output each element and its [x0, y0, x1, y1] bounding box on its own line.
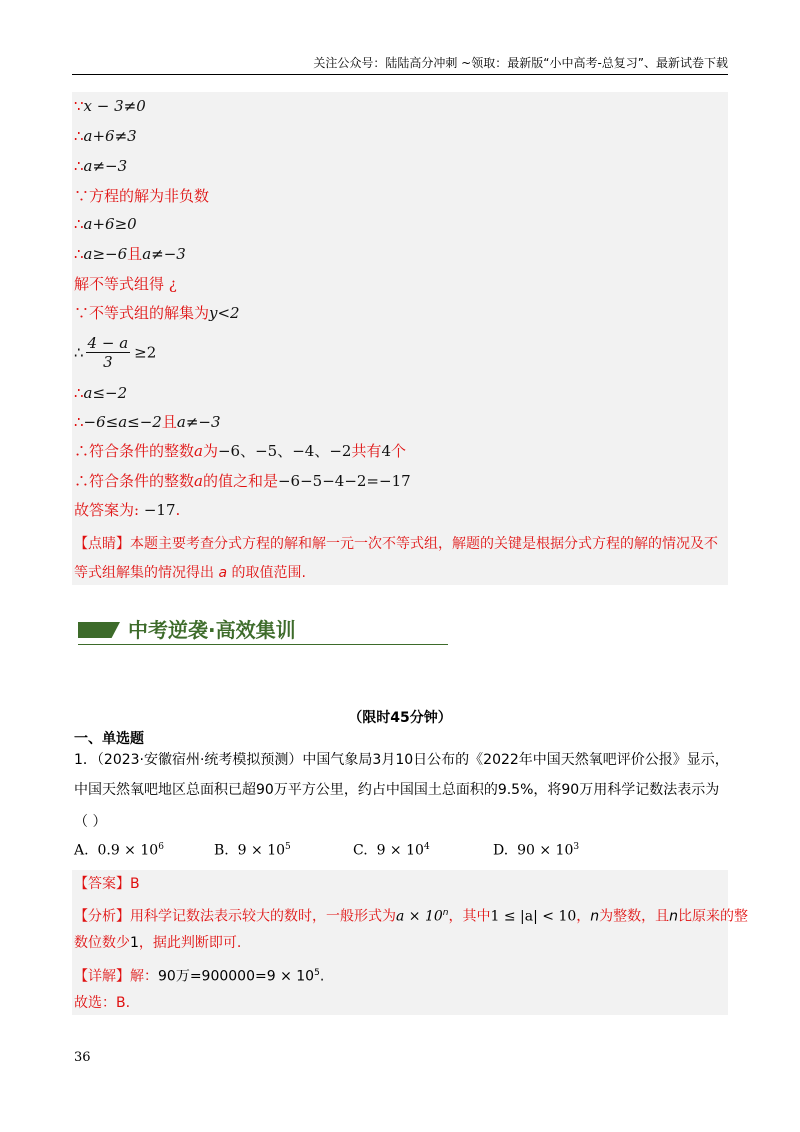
analysis-text: ，: [576, 908, 591, 925]
comment-text: 【点睛】本题主要考查分式方程的解和解一元一次不等式组，解题的关键是根据分式方程的解的情况及不: [74, 536, 718, 552]
question-text: 1．（2023·安徽宿州·统考模拟预测）中国气象局3月10日公布的《2022年中国天然氧吧评价公报》显示，: [74, 752, 729, 768]
therefore-symbol: ∴: [74, 215, 84, 233]
analysis-text: 【分析】用科学记数法表示较大的数时，一般形式为: [74, 908, 396, 925]
solution-line: [74, 96, 146, 116]
fraction-numerator: 4 − a: [87, 334, 129, 352]
math-expression: a≠−3: [176, 413, 221, 431]
math-expression: a≠−3: [83, 157, 128, 175]
option-label: B.: [214, 842, 229, 859]
math-expression: n: [590, 908, 600, 925]
math-expression: x − 3≠0: [83, 97, 146, 115]
comment-text: 的取值范围.: [231, 565, 306, 581]
solution-line: [74, 126, 137, 146]
solution-text: 的值之和是: [202, 472, 278, 490]
solution-text: .: [175, 501, 181, 519]
comment-line: [74, 563, 306, 583]
therefore-symbol: ∴: [74, 413, 84, 431]
math-expression: a≤−2: [83, 384, 128, 402]
solution-line: [74, 303, 240, 323]
math-exponent: n: [442, 908, 449, 918]
option-exponent: 3: [573, 842, 580, 852]
solution-text: ∴符合条件的整数: [74, 472, 195, 490]
math-expression: 4: [381, 442, 391, 460]
option-value: 0.9 × 10: [97, 842, 159, 859]
math-expression: a≠−3: [142, 245, 186, 263]
therefore-symbol: ∴: [74, 343, 84, 362]
math-expression: −6≤a≤−2: [83, 413, 162, 431]
math-expression: −6、−5、−4、−2: [217, 442, 352, 460]
math-expression: a: [194, 472, 203, 490]
question-text: 中国天然氧吧地区总面积已超90万平方公里，约占中国国土总面积的9.5%，将90万用科学记数法表示为: [74, 782, 720, 798]
analysis-text: ，据此判断即可.: [138, 935, 242, 951]
solution-text: 为: [202, 442, 218, 460]
option-exponent: 4: [423, 842, 430, 852]
banner-bar-icon: [78, 622, 120, 638]
fraction-denominator: 3: [103, 353, 113, 371]
solution-line: [74, 214, 137, 234]
section-banner: [78, 616, 448, 645]
option-value: 90 × 10: [517, 842, 574, 859]
banner-title: 中考逆袭·高效集训: [128, 618, 296, 642]
option-a[interactable]: [74, 842, 164, 859]
detail-text: 【详解】解：: [74, 968, 158, 985]
math-expression: a≥−6: [83, 245, 128, 263]
math-exponent: 5: [314, 968, 320, 978]
therefore-symbol: ∴: [74, 245, 84, 263]
solution-line: [74, 156, 127, 176]
math-expression: n: [669, 908, 679, 925]
math-expression: ¿: [168, 275, 177, 293]
option-exponent: 5: [285, 842, 291, 852]
analysis-text: 数位数少: [74, 935, 130, 951]
analysis-text: ，其中: [448, 908, 491, 925]
solution-text: 解不等式组得: [74, 275, 165, 293]
solution-line: [74, 274, 177, 294]
solution-text: 故答案为:: [74, 501, 140, 519]
page-number: 36: [74, 1050, 91, 1065]
option-exponent: 6: [158, 842, 164, 852]
fraction: [86, 334, 131, 371]
analysis-line: [74, 903, 748, 927]
math-expression: a: [218, 565, 228, 581]
solution-text: ∴符合条件的整数: [74, 442, 195, 460]
page-header: 关注公众号：陆陆高分冲刺 ~领取：最新版“小中高考-总复习”、最新试卷下载: [72, 54, 728, 75]
option-label: A.: [74, 842, 89, 859]
math-expression: a+6≥0: [83, 215, 137, 233]
option-c[interactable]: [353, 842, 430, 859]
choice-line: 故选：B.: [74, 995, 131, 1011]
solution-line: [74, 383, 127, 403]
solution-text: 个: [391, 442, 407, 460]
option-label: D.: [493, 842, 509, 859]
comment-text: 等式组解集的情况得出: [74, 565, 214, 581]
because-symbol: ∵: [74, 97, 84, 115]
math-expression: y<2: [209, 304, 240, 322]
analysis-text: 为整数，且: [599, 908, 670, 925]
math-expression: 1: [130, 935, 139, 951]
math-expression: −17: [143, 501, 176, 519]
math-expression: 1 ≤ |a| < 10: [490, 908, 577, 925]
solution-line: [74, 244, 186, 264]
math-expression: ≥2: [134, 343, 157, 362]
detail-text: .: [319, 968, 325, 985]
solution-text: 且: [161, 413, 177, 431]
section-title: 一、单选题: [74, 731, 144, 747]
solution-text: 共有: [351, 442, 382, 460]
option-value: 9 × 10: [376, 842, 424, 859]
math-expression: a+6≠3: [83, 127, 137, 145]
therefore-symbol: ∴: [74, 384, 84, 402]
solution-line: [74, 334, 156, 371]
time-limit: （限时45分钟）: [348, 710, 452, 726]
question-blank: （ ）: [74, 814, 107, 830]
therefore-symbol: ∴: [74, 127, 84, 145]
math-expression: −6−5−4−2=−17: [277, 472, 411, 490]
option-label: C.: [353, 842, 368, 859]
solution-line: [74, 500, 180, 520]
solution-text: 且: [127, 245, 143, 263]
analysis-text: 比原来的整: [678, 908, 749, 925]
solution-line: [74, 441, 406, 461]
therefore-symbol: ∴: [74, 157, 84, 175]
answer-line: 【答案】B: [74, 876, 140, 892]
solution-text: ∵方程的解为非负数: [74, 187, 210, 205]
math-expression: a: [194, 442, 203, 460]
solution-text: ∵不等式组的解集为: [74, 304, 210, 322]
math-expression: 90万=900000=9 × 10: [158, 968, 315, 985]
solution-line: [74, 186, 209, 206]
analysis-line: [74, 933, 241, 953]
option-d[interactable]: [493, 842, 579, 859]
solution-line: [74, 471, 411, 491]
option-b[interactable]: [214, 842, 291, 859]
comment-line: [74, 534, 718, 554]
solution-line: [74, 412, 221, 432]
detail-line: [74, 963, 324, 987]
math-expression: a × 10: [396, 908, 443, 925]
option-value: 9 × 10: [237, 842, 286, 859]
